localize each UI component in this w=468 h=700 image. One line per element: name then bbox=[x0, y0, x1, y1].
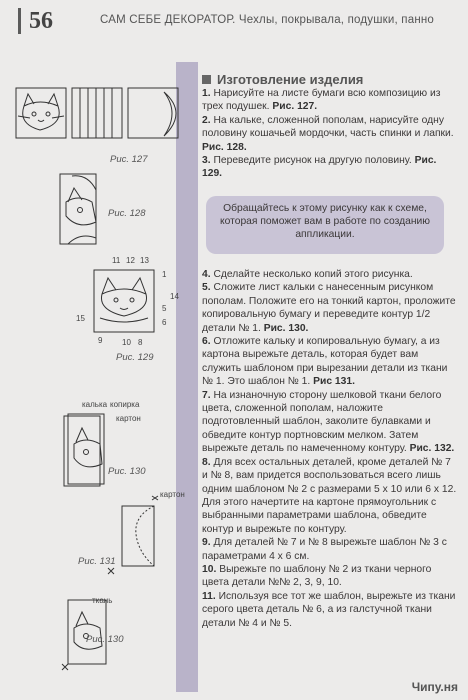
label-tkan: ткань bbox=[92, 596, 113, 605]
page-number: 56 bbox=[18, 8, 87, 34]
section-title bbox=[202, 72, 363, 87]
fig129-num: 12 bbox=[126, 256, 135, 265]
figure-129-drawing bbox=[92, 268, 156, 338]
step-item: 11. Используя все тот же шаблон, вырежьте из ткани серого цвета деталь № 6, а из галстучной ткани детали № 4 и № 5. bbox=[202, 590, 456, 629]
caption-fig-128: Рис. 128 bbox=[108, 208, 146, 219]
step-item: 1. Нарисуйте на листе бумаги всю композицию из трех подушек. Рис. 127. bbox=[202, 88, 441, 113]
running-title-rest: Чехлы, покрывала, подушки, панно bbox=[238, 14, 435, 26]
caption-fig-127: Рис. 127 bbox=[110, 154, 148, 165]
step-item: 7. На изнаночную сторону шелковой ткани белого цвета, сложенной пополам, наложите подготовленный шаблон, заколите булавками и обведите контур портновским мелком. Затем вырежьте деталь по намеченному контуру. Рис. 132. bbox=[202, 389, 455, 455]
fig129-num: 1 bbox=[162, 270, 167, 279]
label-kalka: калька bbox=[82, 400, 108, 409]
bullet-square-icon bbox=[202, 75, 211, 84]
fig129-num: 14 bbox=[170, 292, 179, 301]
section-title-text: Изготовление изделия bbox=[217, 72, 364, 87]
fig129-num: 13 bbox=[140, 256, 149, 265]
step-item: 9. Для деталей № 7 и № 8 вырежьте шаблон № 3 с параметрами 4 х 6 см. bbox=[202, 537, 447, 562]
fig129-num: 9 bbox=[98, 336, 103, 345]
figure-128-drawing bbox=[58, 172, 108, 252]
running-header bbox=[0, 0, 468, 40]
step-item: 3. Переведите рисунок на другую половину. Рис. 129. bbox=[202, 155, 437, 180]
label-karton: картон bbox=[160, 490, 185, 499]
running-title-caps: САМ СЕБЕ ДЕКОРАТОР. bbox=[100, 14, 236, 26]
step-item: 4. Сделайте несколько копий этого рисунка. bbox=[202, 269, 413, 280]
step-item: 6. Отложите кальку и копировальную бумагу, а из картона вырежьте деталь, которая будет вам служить шаблоном при вырезании детали из ткани № 1. Это шаблон № 1. Рис 131. bbox=[202, 336, 448, 388]
scissors-icon bbox=[152, 496, 158, 500]
fig129-num: 10 bbox=[122, 338, 131, 347]
label-karton: картон bbox=[116, 414, 141, 423]
fig129-num: 11 bbox=[112, 256, 121, 265]
cushion-moon-outline bbox=[128, 88, 178, 138]
steps-block-1 bbox=[202, 87, 458, 181]
decorative-strip bbox=[176, 62, 198, 692]
cushion-cat-outline bbox=[16, 88, 66, 138]
figure-131-drawing bbox=[104, 494, 164, 584]
step-item: 5. Сложите лист кальки с нанесенным рисунком пополам. Положите его на тонкий картон, проложите копировальную бумагу и переведите контур 1/2 детали № 1. Рис. 130. bbox=[202, 282, 456, 334]
fig129-num: 5 bbox=[162, 304, 167, 313]
caption-fig-130b: Рис. 130 bbox=[86, 634, 124, 645]
watermark: Чипу.ня bbox=[411, 680, 458, 694]
caption-fig-130: Рис. 130 bbox=[108, 466, 146, 477]
fig129-num: 15 bbox=[76, 314, 85, 323]
step-item: 2. На кальке, сложенной пополам, нарисуйте одну половину кошачьей мордочки, часть спинки и лапки. Рис. 128. bbox=[202, 114, 454, 153]
caption-fig-131: Рис. 131 bbox=[78, 556, 116, 567]
callout-text: Обращайтесь к этому рисунку как к схеме, которая поможет вам в работе по созданию аппликации. bbox=[220, 203, 430, 241]
callout-box bbox=[206, 196, 444, 254]
fig129-num: 6 bbox=[162, 318, 167, 327]
caption-fig-129: Рис. 129 bbox=[116, 352, 154, 363]
step-item: 10. Вырежьте по шаблону № 2 из ткани черного цвета детали №№ 2, 3, 9, 10. bbox=[202, 563, 432, 589]
label-kopirka: копирка bbox=[110, 400, 140, 409]
steps-block-2 bbox=[202, 268, 458, 630]
step-item: 8. Для всех остальных деталей, кроме деталей № 7 и № 8, вам придется воспользоваться всего лишь одним шаблоном № 2 с размерами 5 х 10 или 6 х 12. Для этого начертите на картоне прямоугольник с выбранными параметрами шаблона, обведите контур и вырежьте по контуру. bbox=[202, 456, 457, 535]
scissors-icon bbox=[62, 664, 68, 670]
scissors-icon bbox=[108, 568, 114, 574]
figure-127-drawing bbox=[12, 84, 192, 154]
figure-130-drawing bbox=[62, 412, 112, 492]
fig129-num: 8 bbox=[138, 338, 143, 347]
running-title bbox=[100, 14, 434, 26]
